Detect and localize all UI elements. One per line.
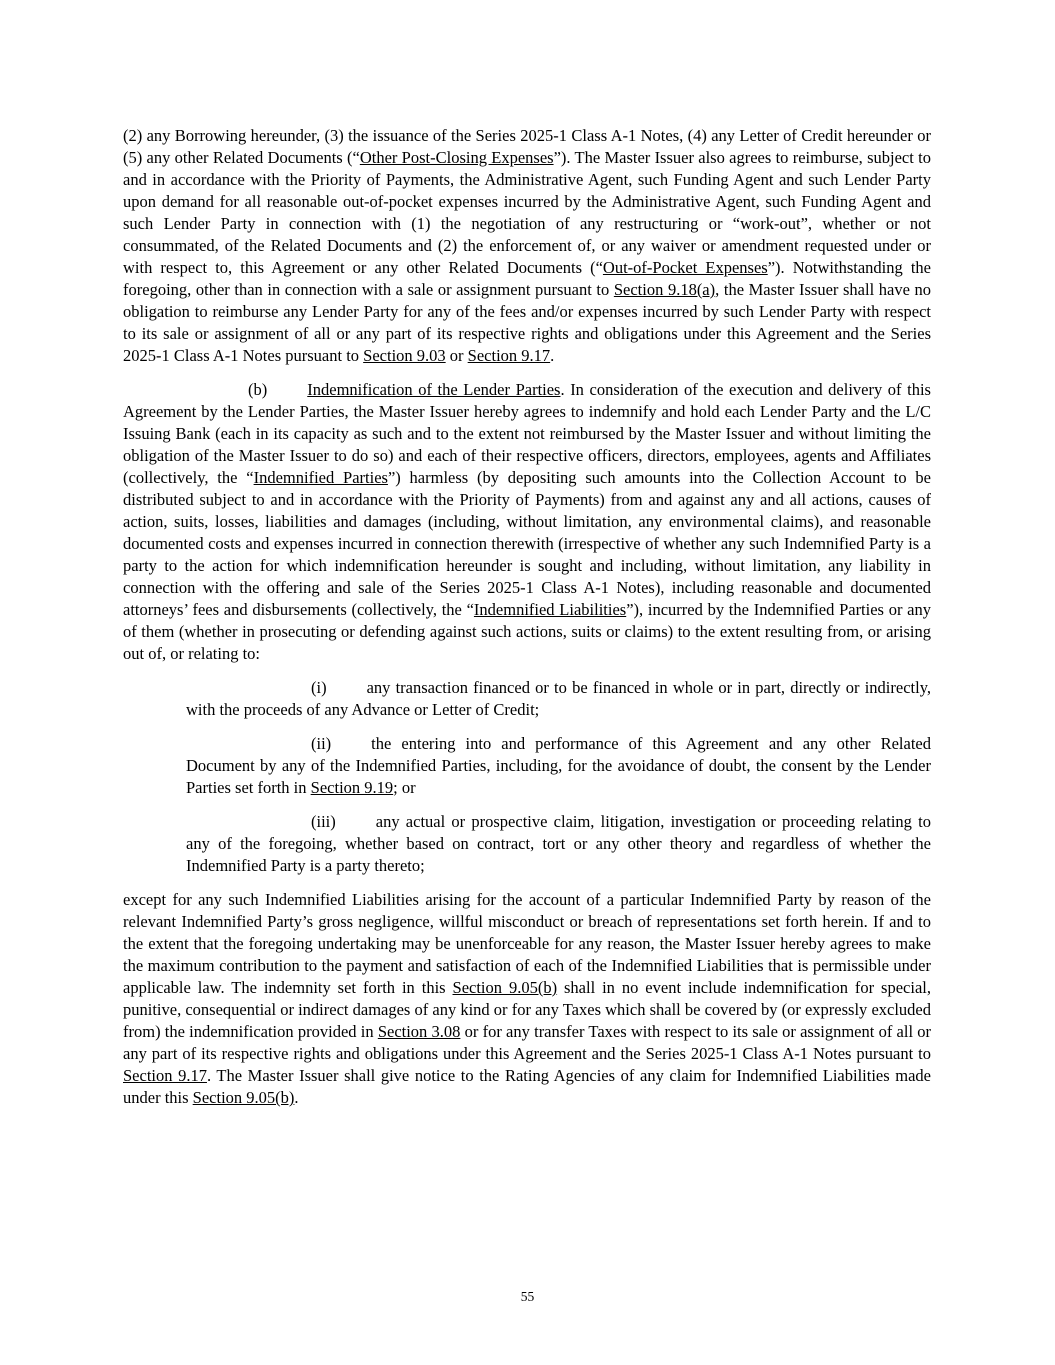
text-run: or for any transfer Taxes with respect to its sale or assignment of all or any part of its respective rights and obligations under this Agreement and the Series 2025-1 Class A-1 Notes pursuant to [123, 1022, 931, 1063]
underlined-text: Section 9.03 [363, 346, 446, 365]
page-number: 55 [520, 1289, 535, 1304]
text-run: the entering into and performance of this Agreement and any other Related Document by any of the Indemnified Parties, including, for the avoidance of doubt, the consent by the Lender Parties set forth in [186, 734, 931, 797]
text-run: except for any such Indemnified Liabilities arising for the account of a particular Indemnified Party by reason of the relevant Indemnified Party’s gross negligence, willful misconduct or breach of representations set forth herein. If and to the extent that the foregoing undertaking may be unenforceable for any reason, the Master Issuer hereby agrees to make the maximum contribution to the payment and satisfaction of each of the Indemnified Liabilities that is permissible under applicable law. The indemnity set forth in this [123, 890, 931, 997]
text-run: ”) harmless (by depositing such amounts into the Collection Account to be distributed subject to and in accordance with the Priority of Payments) from and against any and all actions, causes of action, suits, losses, liabilities and damages (including, without limitation, any environmental claims), and reasonable documented costs and expenses incurred in connection therewith (irrespective of whether any such Indemnified Party is a party to the action for which indemnification hereunder is sought and including, without limitation, any liability in connection with the offering and sale of the Series 2025-1 Class A-1 Notes), including reasonable and documented attorneys’ fees and disbursements (collectively, the “ [123, 468, 931, 619]
underlined-text: Section 9.19 [310, 778, 394, 797]
text-run: or [445, 346, 468, 365]
text-run: (b) [248, 380, 268, 399]
text-run: ”). Notwithstanding the foregoing, other than in connection with a sale or assignment pursuant to [123, 258, 931, 299]
text-run: (iii) [311, 812, 336, 831]
text-run: . [294, 1088, 299, 1107]
text-run: , the Master Issuer shall have no obligation to reimburse any Lender Party for any of the fees and/or expenses incurred by such Lender Party with respect to its sale or assignment of all or any part of its respective rights and obligations under this Agreement and the Series 2025-1 Class A-1 Notes pursuant to [123, 280, 931, 365]
underlined-text: Indemnified Liabilities [473, 600, 627, 619]
text-run: (ii) [311, 734, 332, 753]
text-run: . The Master Issuer shall give notice to the Rating Agencies of any claim for Indemnified Liabilities made under this [123, 1066, 931, 1107]
underlined-text: Out-of-Pocket Expenses [602, 258, 768, 277]
underlined-text: Section 9.05(b) [452, 978, 558, 997]
text-run: any transaction financed or to be financed in whole or in part, directly or indirectly, with the proceeds of any Advance or Letter of Credit; [186, 678, 931, 719]
underlined-text: Section 9.05(b) [192, 1088, 295, 1107]
underlined-text: Section 9.17 [467, 346, 551, 365]
text-run: shall in no event include indemnification for special, punitive, consequential or indirect damages of any kind or for any Taxes which shall be covered by (or expressly excluded from) the indemnification provided in [123, 978, 931, 1041]
subparagraph-ii [186, 733, 931, 799]
text-run: any actual or prospective claim, litigation, investigation or proceeding relating to any of the foregoing, whether based on contract, tort or any other theory and regardless of whether the Indemnified Party is a party thereto; [186, 812, 931, 875]
underlined-text: Other Post-Closing Expenses [359, 148, 554, 167]
paragraph-b-indemnification [123, 379, 931, 665]
underlined-text: Section 3.08 [377, 1022, 461, 1041]
underlined-text: Indemnified Parties [253, 468, 388, 487]
document-body [123, 125, 931, 1109]
underlined-text: Indemnification of the Lender Parties [307, 380, 561, 399]
text-run: ; or [393, 778, 416, 797]
text-run: ”), incurred by the Indemnified Parties or any of them (whether in prosecuting or defending against such actions, suits or claims) to the extent resulting from, or arising out of, or relating to: [123, 600, 931, 663]
text-run: . [550, 346, 555, 365]
underlined-text: Section 9.18(a) [613, 280, 716, 299]
text-run: . In consideration of the execution and delivery of this Agreement by the Lender Parties, the Master Issuer hereby agrees to indemnify and hold each Lender Party and the L/C Issuing Bank (each in its capacity as such and to the extent not reimbursed by the Master Issuer and without limiting the obligation of the Master Issuer to do so) and each of their respective officers, directors, employees, agents and Affiliates (collectively, the “ [123, 380, 931, 487]
text-run: (2) any Borrowing hereunder, (3) the issuance of the Series 2025-1 Class A-1 Notes, (4) any Letter of Credit hereunder or (5) any other Related Documents (“ [123, 126, 931, 167]
text-run: ”). The Master Issuer also agrees to reimburse, subject to and in accordance with the Priority of Payments, the Administrative Agent, such Funding Agent and such Lender Party upon demand for all reasonable out-of-pocket expenses incurred by the Administrative Agent, such Funding Agent and such Lender Party in connection with (1) the negotiation of any restructuring or “work-out”, whether or not consummated, of the Related Documents and (2) the enforcement of, or any waiver or amendment requested under or with respect to, this Agreement or any other Related Documents (“ [123, 148, 931, 277]
underlined-text: Section 9.17 [123, 1066, 207, 1085]
paragraph-except [123, 889, 931, 1109]
paragraph-expenses [123, 125, 931, 367]
subparagraph-iii [186, 811, 931, 877]
subparagraph-i [186, 677, 931, 721]
text-run: (i) [311, 678, 327, 697]
